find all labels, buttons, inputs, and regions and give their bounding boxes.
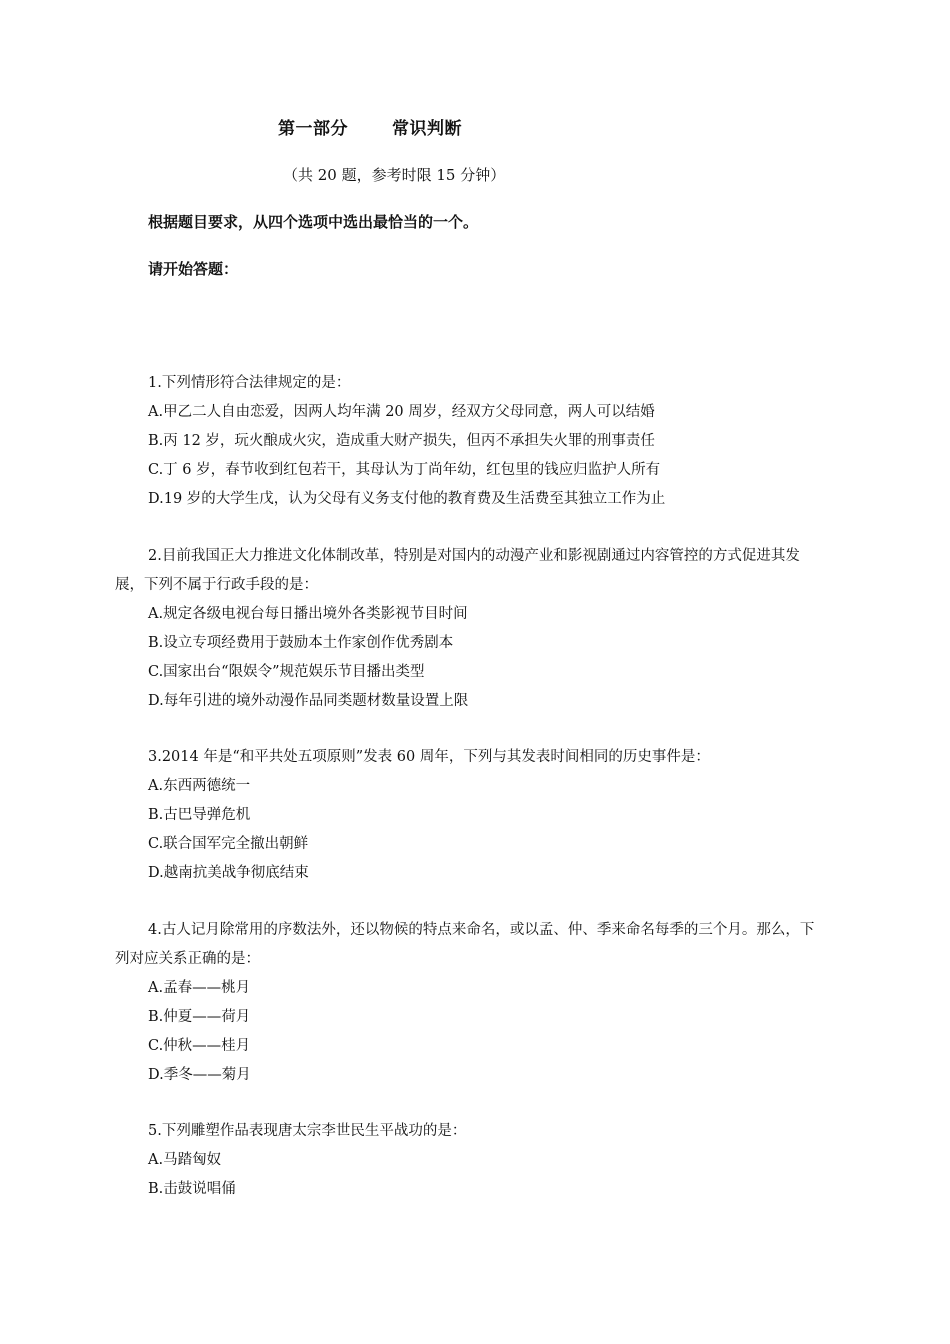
question-stem: 2.目前我国正大力推进文化体制改革，特别是对国内的动漫产业和影视剧通过内容管控的方式促进其发展，下列不属于行政手段的是： bbox=[115, 548, 800, 593]
question-stem: 5.下列雕塑作品表现唐太宗李世民生平战功的是： bbox=[148, 1123, 467, 1139]
instruction-text: 根据题目要求，从四个选项中选出最恰当的一个。 bbox=[148, 213, 479, 231]
option-b: B.击鼓说唱俑 bbox=[148, 1181, 236, 1197]
option-b: B.仲夏——荷月 bbox=[148, 1009, 251, 1025]
option-c: C.丁 6 岁，春节收到红包若干，其母认为丁尚年幼，红包里的钱应归监护人所有 bbox=[148, 462, 661, 478]
option-a: A.马踏匈奴 bbox=[148, 1152, 222, 1168]
question-4 bbox=[115, 916, 825, 1090]
option-a: A.甲乙二人自由恋爱，因两人均年满 20 周岁，经双方父母同意，两人可以结婚 bbox=[148, 404, 655, 420]
question-stem: 3.2014 年是“和平共处五项原则”发表 60 周年，下列与其发表时间相同的历史事件是： bbox=[148, 749, 710, 765]
option-a: A.孟春——桃月 bbox=[148, 980, 251, 996]
section-subtitle: （共 20 题，参考时限 15 分钟） bbox=[283, 166, 506, 184]
section-title bbox=[278, 114, 462, 139]
start-prompt: 请开始答题： bbox=[148, 260, 239, 278]
question-stem: 1.下列情形符合法律规定的是： bbox=[148, 375, 351, 391]
option-c: C.国家出台“限娱令”规范娱乐节目播出类型 bbox=[148, 664, 425, 680]
option-a: A.东西两德统一 bbox=[148, 778, 251, 794]
option-c: C.联合国军完全撤出朝鲜 bbox=[148, 836, 309, 852]
option-c: C.仲秋——桂月 bbox=[148, 1038, 251, 1054]
option-a: A.规定各级电视台每日播出境外各类影视节目时间 bbox=[148, 606, 468, 622]
question-2 bbox=[115, 542, 825, 716]
option-b: B.设立专项经费用于鼓励本土作家创作优秀剧本 bbox=[148, 635, 454, 651]
option-d: D.越南抗美战争彻底结束 bbox=[148, 865, 309, 881]
option-b: B.丙 12 岁，玩火酿成火灾，造成重大财产损失，但丙不承担失火罪的刑事责任 bbox=[148, 433, 655, 449]
section-topic: 常识判断 bbox=[392, 119, 462, 139]
option-d: D.季冬——菊月 bbox=[148, 1067, 251, 1083]
question-5 bbox=[115, 1117, 825, 1204]
question-stem: 4.古人记月除常用的序数法外，还以物候的特点来命名，或以孟、仲、季来命名每季的三个月。那么，下列对应关系正确的是： bbox=[115, 922, 815, 967]
option-b: B.古巴导弹危机 bbox=[148, 807, 251, 823]
option-d: D.每年引进的境外动漫作品同类题材数量设置上限 bbox=[148, 693, 469, 709]
question-1 bbox=[115, 369, 825, 514]
option-d: D.19 岁的大学生戊，认为父母有义务支付他的教育费及生活费至其独立工作为止 bbox=[148, 491, 666, 507]
section-label: 第一部分 bbox=[278, 119, 348, 139]
question-3 bbox=[115, 743, 825, 888]
